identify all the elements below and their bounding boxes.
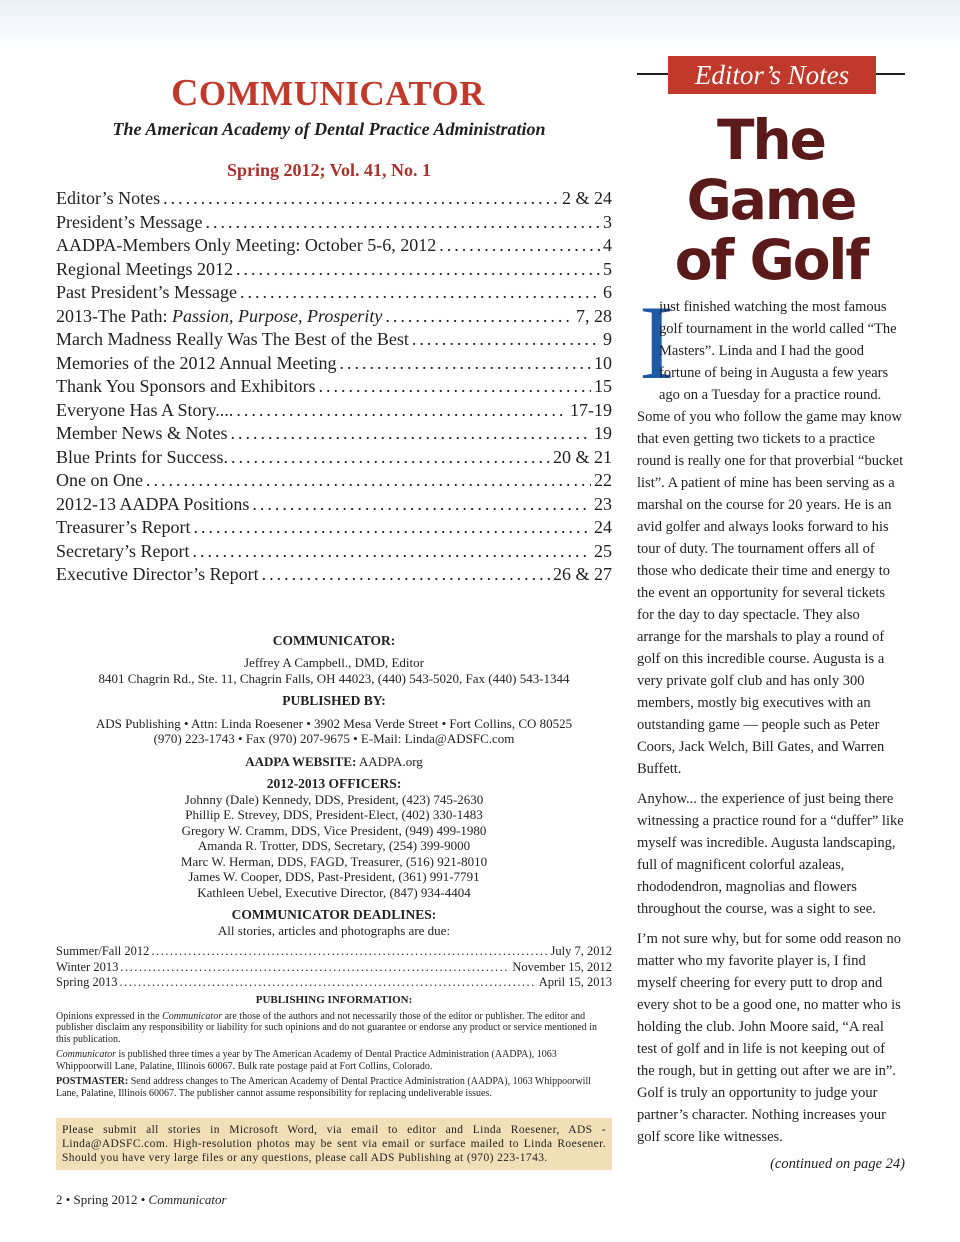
toc-page: 22: [594, 470, 612, 490]
toc-page: 9: [603, 329, 612, 349]
officer-line: Marc W. Herman, DDS, FAGD, Treasurer, (516) 921-8010: [180, 853, 488, 869]
masthead-title: [44, 70, 612, 117]
toc-page: 19: [594, 423, 612, 443]
editor-address: 8401 Chagrin Rd., Ste. 11, Chagrin Falls, OH 44023, (440) 543-5020, Fax (440) 543-1344: [98, 670, 570, 686]
publication-info: [56, 633, 612, 939]
continued-note: (continued on page 24): [770, 1156, 905, 1172]
toc-page: 25: [594, 540, 612, 561]
banner-rule-left: [637, 73, 668, 75]
deadline-issue: Summer/Fall 2012: [56, 944, 150, 958]
toc-item: [56, 187, 612, 211]
officer-line: Kathleen Uebel, Executive Director, (847) 934-4404: [197, 884, 471, 900]
toc-label: Everyone Has A Story....: [56, 399, 234, 420]
toc-label: Secretary’s Report: [56, 540, 190, 561]
toc-leader: [240, 281, 600, 305]
deadlines-heading: COMMUNICATOR DEADLINES:: [231, 907, 437, 922]
toc-page: 23: [594, 493, 612, 514]
toc-item: [56, 516, 612, 540]
toc-label: Blue Prints for Success.: [56, 446, 228, 467]
website-label: AADPA WEBSITE:: [245, 753, 357, 769]
toc-label: Editor’s Notes: [56, 188, 161, 208]
toc-leader: [439, 234, 600, 258]
toc-item: [56, 328, 612, 352]
toc-page: 4: [603, 235, 612, 255]
toc-leader: [319, 375, 591, 399]
toc-page: 6: [603, 282, 612, 302]
toc-label-italic: Passion, Purpose, Prosperity: [171, 305, 383, 326]
officer-line: Johnny (Dale) Kennedy, DDS, President, (423) 745-2630: [184, 791, 484, 807]
website-line: [56, 754, 612, 770]
toc-item: [56, 211, 612, 235]
toc-item: [56, 540, 612, 564]
toc-item: [56, 422, 612, 446]
article-paragraph: I just finished watching the most famous golf tournament in the world called “The Masters”. Linda and I had the good fortune of being in Augusta a few years ago on a Tuesday for a practice round. Some of you who follow the game may know that even getting two tickets to a practice round is really one for that proverbial “bucket list”. A patient of mine has been serving as a marshal on the course for 20 years. He is an avid golfer and always looks forward to his tour of duty. The tournament offers all of those who dedicate their time and energy to the event an opportunity for several tickets for the day to day spectacle. They also arrange for the marshals to play a round of golf on this incredible course. Augusta is a very private golf club and has only 300 members, mostly big executives with an outstanding game — people such as Peter Coors, Jack Welch, Bill Gates, and Warren Buffett.: [637, 284, 904, 777]
communicator-heading: COMMUNICATOR:: [272, 632, 396, 648]
deadline-date: April 15, 2013: [538, 975, 612, 989]
toc-label: Past President’s Message: [56, 282, 237, 302]
toc-leader: [412, 328, 600, 352]
deadline-leader: [151, 944, 548, 960]
table-of-contents: [56, 187, 612, 587]
publishing-info-heading: PUBLISHING INFORMATION:: [255, 993, 413, 1006]
toc-leader: [205, 211, 600, 235]
toc-page: 26 & 27: [552, 564, 612, 584]
deadline-issue: Spring 2013: [56, 975, 118, 989]
section-banner: [637, 56, 905, 94]
toc-item: [56, 258, 612, 282]
officer-line: Amanda R. Trotter, DDS, Secretary, (254) 399-9000: [197, 838, 471, 853]
officer-line: Phillip E. Strevey, DDS, President-Elect, (402) 330-1483: [185, 807, 483, 822]
toc-label: Thank You Sponsors and Exhibitors: [56, 376, 316, 396]
toc-leader: [146, 469, 591, 493]
toc-item: [56, 305, 612, 329]
deadline-issue: Winter 2013: [56, 959, 119, 974]
toc-label: Executive Director’s Report: [56, 564, 259, 584]
toc-label: 2012-13 AADPA Positions: [56, 493, 250, 514]
toc-leader: [236, 399, 567, 423]
section-tag: Editor’s Notes: [668, 56, 876, 94]
left-column: [56, 70, 612, 1170]
toc-page: 10: [594, 352, 612, 373]
deadlines-list: [56, 944, 612, 991]
toc-item: [56, 234, 612, 258]
article-body: [637, 284, 905, 1148]
toc-item: [56, 399, 612, 423]
toc-item: [56, 493, 612, 517]
issue-line: Spring 2012; Vol. 41, No. 1: [226, 160, 432, 180]
masthead-subtitle: The American Academy of Dental Practice Administration: [112, 119, 546, 139]
toc-item: [56, 352, 612, 376]
toc-leader: [339, 352, 591, 376]
opinions-disclaimer: Opinions expressed in the Communicator are those of the authors and not necessarily those of the editor or publisher. The editor and publisher disclaim any responsibility or liability for such opinions and do not guarantee or endorse any product or service mentioned in this publication.: [56, 1010, 597, 1045]
toc-item: [56, 375, 612, 399]
deadline-date: November 15, 2012: [512, 959, 612, 974]
toc-leader: [231, 446, 550, 470]
publisher-line: ADS Publishing • Attn: Linda Roesener • 3902 Mesa Verde Street • Fort Collins, CO 80525: [95, 715, 573, 731]
toc-label: Treasurer’s Report: [56, 517, 191, 537]
toc-leader: [230, 422, 591, 446]
masthead-title-cap: C: [170, 72, 199, 114]
toc-item: [56, 281, 612, 305]
toc-page: 15: [594, 376, 612, 396]
toc-page: 3: [603, 211, 612, 232]
toc-label: Member News & Notes: [56, 423, 228, 443]
toc-label: AADPA-Members Only Meeting: October 5-6, 2012: [56, 235, 437, 255]
officer-line: James W. Cooper, DDS, Past-President, (361) 991-7791: [188, 869, 480, 884]
toc-item: [56, 469, 612, 493]
article-headline: The Game of Golf: [674, 108, 868, 292]
officers-heading: 2012-2013 OFFICERS:: [266, 776, 402, 791]
banner-rule-right: [876, 73, 905, 75]
toc-page: 24: [594, 517, 612, 537]
toc-leader: [252, 493, 591, 517]
deadline-leader: [119, 975, 536, 991]
toc-leader: [193, 516, 591, 540]
toc-leader: [236, 258, 600, 282]
toc-page: 5: [603, 258, 612, 279]
page-top-band: [0, 0, 960, 52]
article-column: [637, 56, 905, 1174]
masthead: [56, 70, 612, 181]
editor-line: Jeffrey A Campbell., DMD, Editor: [244, 655, 424, 670]
toc-label: Memories of the 2012 Annual Meeting: [56, 352, 337, 373]
website-value: AADPA.org: [356, 753, 423, 769]
article-paragraph: I’m not sure why, but for some odd reason no matter who my favorite player is, I find myself cheering for every putt to drop and every shot to be a good one, no matter who is holding the club. John Moore said, “A real test of golf and in life is not keeping out of the rough, but in getting out after we are in”. Golf is truly an opportunity to judge your partner’s character. Nothing increases your golf score like witnesses.: [637, 931, 902, 1145]
deadlines-subheading: All stories, articles and photographs are due:: [217, 922, 451, 938]
publication-frequency: Communicator is published three times a year by The American Academy of Dental Practice Administration (AADPA), 1063 Whippoorwill Lane, Palatine, Illinois 60067. Bulk rate postage paid at Fort Collins, Colorado.: [56, 1049, 557, 1072]
toc-label: 2013-The Path:: [56, 305, 172, 326]
toc-label: Regional Meetings 2012: [56, 258, 233, 279]
toc-page: 20 & 21: [552, 446, 612, 467]
toc-label: President’s Message: [56, 211, 203, 232]
published-by-heading: PUBLISHED BY:: [282, 693, 386, 708]
deadline-row: [56, 960, 612, 976]
toc-item: [56, 446, 612, 470]
toc-leader: [262, 563, 550, 587]
deadline-row: [56, 944, 612, 960]
page-footer: 2 • Spring 2012 • Communicator: [56, 1192, 227, 1207]
deadline-date: July 7, 2012: [550, 944, 612, 958]
officer-line: Gregory W. Cramm, DDS, Vice President, (949) 499-1980: [181, 822, 487, 838]
toc-label: March Madness Really Was The Best of the Best: [56, 329, 409, 349]
toc-leader: [163, 187, 559, 211]
masthead-title-rest: OMMUNICATOR: [198, 74, 486, 113]
article-paragraph: Anyhow... the experience of just being there witnessing a practice round for a “duffer” like myself was incredible. Augusta landscaping, full of magnificent colorful azaleas, rhododendron, magnolias and flowers throughout the course, was a sight to see.: [637, 791, 904, 917]
submission-note: Please submit all stories in Microsoft Word, via email to editor and Linda Roesener, ADS - Linda@ADSFC.com. High-resolution photos may be sent via email or surface mailed to Linda Roesener. Should you have very large files or any questions, please call ADS Publishing at (970) 223-1743.: [56, 1118, 612, 1170]
publisher-contact: (970) 223-1743 • Fax (970) 207-9675 • E-Mail: Linda@ADSFC.com: [153, 731, 515, 746]
toc-label: One on One: [56, 470, 143, 490]
toc-leader: [385, 305, 573, 329]
toc-page: 2 & 24: [561, 188, 612, 208]
toc-page: 7, 28: [576, 305, 612, 326]
deadline-row: [56, 975, 612, 991]
drop-cap: I: [639, 284, 675, 401]
toc-item: [56, 563, 612, 587]
toc-leader: [192, 540, 591, 564]
postmaster-note: POSTMASTER: Send address changes to The American Academy of Dental Practice Administration (AADPA), 1063 Whippoorwill Lane, Palatine, Illinois 60067. The publisher cannot assume responsibility for replacing undeliverable issues.: [56, 1076, 592, 1100]
deadline-leader: [120, 960, 510, 976]
toc-page: 17-19: [570, 399, 612, 420]
